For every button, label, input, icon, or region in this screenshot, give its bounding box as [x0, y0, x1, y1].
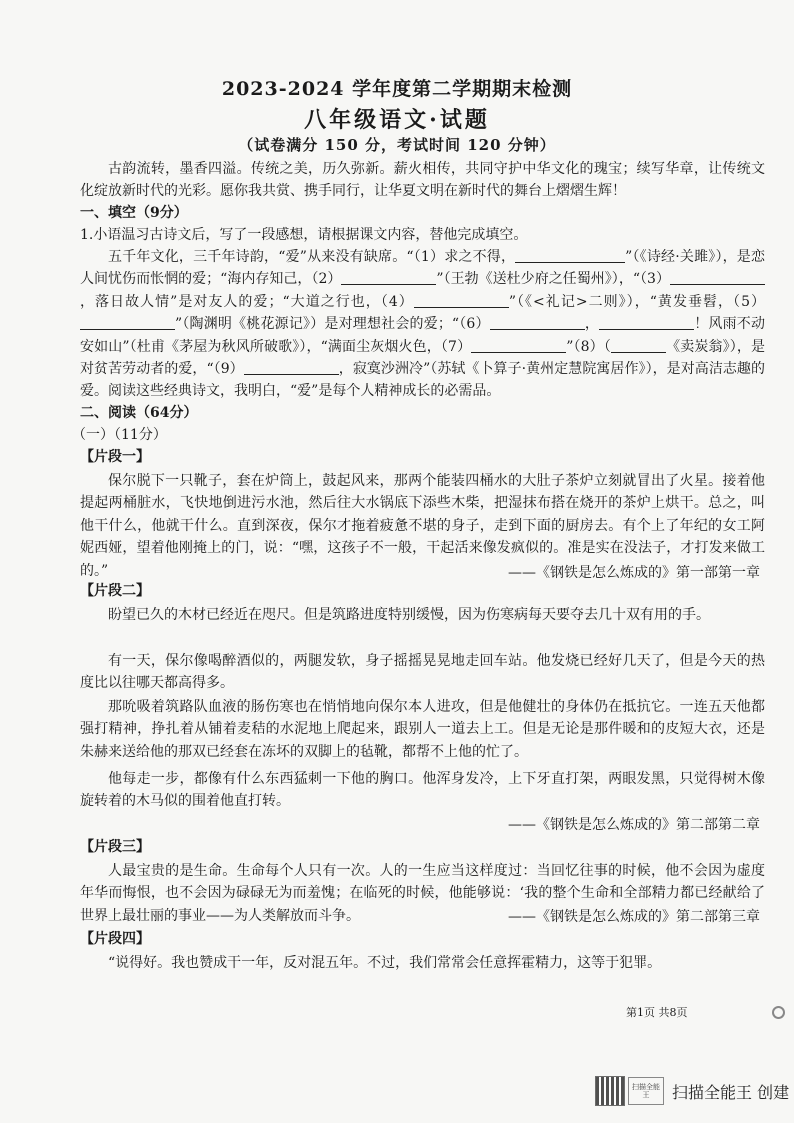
fragment2-para4: 他每走一步，都像有什么东西猛刺一下他的胸口。他浑身发冷，上下牙直打架，两眼发黑，只觉得树木像旋转着的木马似的围着他直打转。 — [80, 771, 765, 810]
blank-6a[interactable] — [490, 315, 585, 330]
fragment4-label: 【片段四】 — [80, 931, 150, 947]
blank-1[interactable] — [515, 248, 625, 263]
fragment2-label: 【片段二】 — [80, 583, 150, 599]
blank-5[interactable] — [80, 315, 175, 330]
intro-paragraph: 古韵流转，墨香四溢。传统之美，历久弥新。薪火相传，共同守护中华文化的瑰宝；续写华章，让传统文化绽放新时代的光彩。愿你我共赏、携手同行，让华夏文明在新时代的舞台上熠熠生辉！ — [80, 161, 765, 200]
fragment3-source: ——《钢铁是怎么炼成的》第二部第三章 — [508, 909, 760, 925]
page-number: 第1页 共8页 — [626, 1006, 688, 1019]
exam-info: （试卷满分 150 分，考试时间 120 分钟） — [238, 136, 556, 154]
fragment4-text: “说得好。我也赞成干一年，反对混五年。不过，我们常常会任意挥霍精力，这等于犯罪。 — [108, 955, 662, 971]
blank-7[interactable] — [471, 338, 566, 353]
exam-title: 2023-2024 学年度第二学期期末检测 — [221, 78, 573, 100]
blank-3[interactable] — [670, 270, 765, 285]
blank-2[interactable] — [341, 270, 436, 285]
fill-in-paragraph: 五千年文化，三千年诗韵，“爱”从来没有缺席。“（1）求之不得， ”（《诗经·关雎》），是恋人间忧伤而怅惘的爱；“海内存知己，（2） ”（王勃《送杜少府之任蜀州》），“（3），落日故人情”是对友人的爱；“大道之行也，（4） ”（《<礼记>二则》），“黄发垂髫，（5）”（陶渊明《桃花源记》）是对理想社会的爱；“（6） ， ！风雨不动安如山”（杜甫《茅屋为秋风所破歌》），“满面尘灰烟火色，（7） ”（8）（ 《卖炭翁》），是对贫苦劳动者的爱，“（9） ，寂寞沙洲冷”（苏轼《卜算子·黄州定慧院寓居作》），是对高洁志趣的爱。阅读这些经典诗文，我明白，“爱”是每个人精神成长的必需品。 — [80, 249, 765, 400]
scanner-watermark — [595, 1076, 789, 1106]
question1-prompt: 1.小语温习古诗文后，写了一段感想，请根据课文内容，替他完成填空。 — [80, 227, 528, 243]
blank-6b[interactable] — [599, 315, 694, 330]
blank-8[interactable] — [611, 338, 666, 353]
blank-9[interactable] — [244, 360, 339, 375]
fragment3-label: 【片段三】 — [80, 839, 150, 855]
fragment2-source: ——《钢铁是怎么炼成的》第二部第二章 — [508, 817, 760, 833]
fragment2-para2: 有一天，保尔像喝醉酒似的，两腿发软，身子摇摇晃晃地走回车站。他发烧已经好几天了，但是今天的热度比以往哪天都高得多。 — [80, 653, 765, 692]
section1-heading: 一、填空（9分） — [80, 205, 188, 221]
blank-4[interactable] — [414, 293, 509, 308]
camscanner-logo: 扫描全能王 — [628, 1077, 664, 1105]
fragment2-para1: 盼望已久的木材已经近在咫尺。但是筑路进度特别缓慢，因为伤寒病每天要夺去几十双有用的手。 — [108, 607, 710, 623]
fragment2-para3: 那吮吸着筑路队血液的肠伤寒也在悄悄地向保尔本人进攻，但是他健壮的身体仍在抵抗它。一连五天他都强打精神，挣扎着从铺着麦秸的水泥地上爬起来，跟别人一道去上工。但是无论是那件暖和的皮短大衣，还是朱赫来送给他的那双已经套在冻坏的双脚上的毡靴，都帮不上他的忙了。 — [80, 699, 765, 760]
fragment1-label: 【片段一】 — [80, 449, 150, 465]
qr-code-icon — [595, 1076, 625, 1106]
watermark-text: 扫描全能王 创建 — [672, 1082, 790, 1102]
fragment3-text: 人最宝贵的是生命。生命每个人只有一次。人的一生应当这样度过：当回忆往事的时候，他不会因为虚度年华而悔恨，也不会因为碌碌无为而羞愧；在临死的时候，他能够说：‘我的整个生命和全部精力都已经献给了世界上最壮丽的事业——为人类解放而斗争。 — [80, 863, 765, 924]
fragment1-text: 保尔脱下一只靴子，套在炉筒上，鼓起风来，那两个能装四桶水的大肚子茶炉立刻就冒出了火星。接着他提起两桶脏水，飞快地倒进污水池，然后往大水锅底下添些木柴，把湿抹布搭在烧开的茶炉上烘干。总之，叫他干什么，他就干什么。直到深夜，保尔才拖着疲惫不堪的身子，走到下面的厨房去。有个上了年纪的女工阿妮西娅，望着他刚掩上的门，说：“嘿，这孩子不一般，干起活来像发疯似的。准是实在没法子，才打发来做工的。” — [80, 473, 765, 579]
section2-heading: 二、阅读（64分） — [80, 405, 198, 421]
fragment1-source: ——《钢铁是怎么炼成的》第一部第一章 — [508, 565, 760, 581]
ring-icon — [772, 1006, 785, 1019]
section2-sub: （一）（11分） — [72, 427, 167, 443]
exam-subtitle: 八年级语文·试题 — [304, 107, 490, 133]
